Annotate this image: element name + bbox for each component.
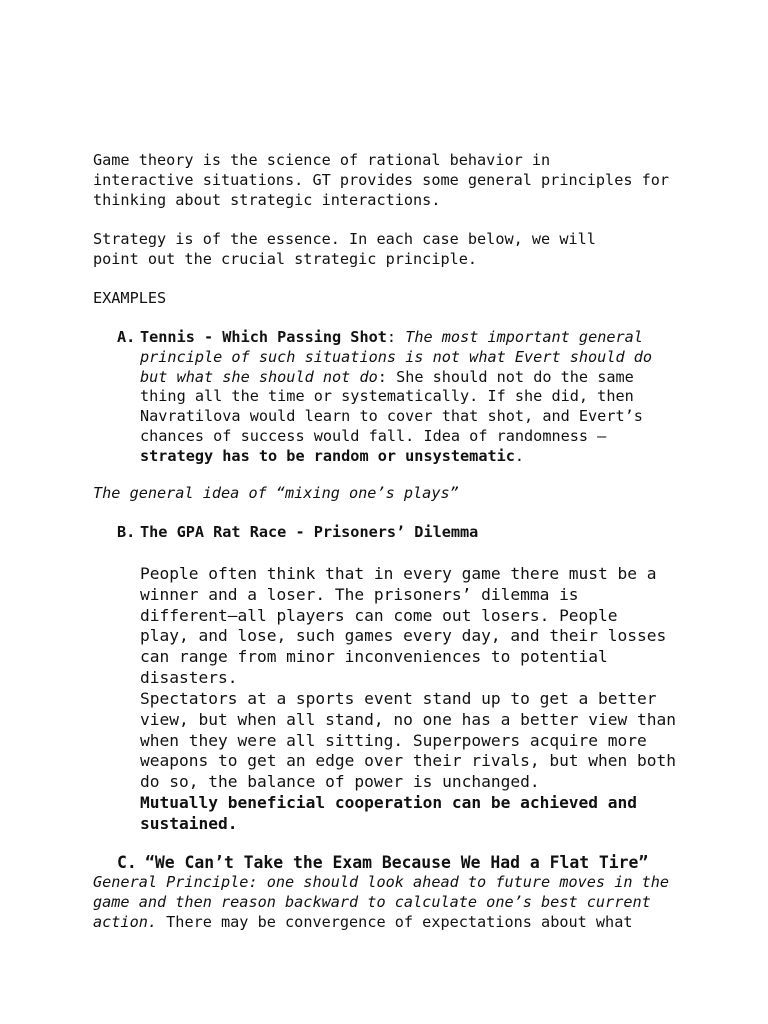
section-c-text: There may be convergence of expectations about what (157, 912, 633, 931)
section-a-line-1 (140, 328, 652, 348)
section-c-italic: game and then reason backward to calculate one’s best current (93, 892, 651, 911)
section-b-line: view, but when all stand, no one has a better view than (140, 709, 677, 729)
section-a-line-7 (140, 447, 652, 467)
section-a-colon: : (377, 367, 387, 386)
section-b-line: can range from minor inconveniences to potential (140, 647, 608, 667)
section-b-paragraph-1 (140, 564, 666, 689)
section-b-paragraph-2 (140, 689, 676, 793)
strategy-line: point out the crucial strategic principle. (93, 249, 478, 268)
section-b-line: do so, the balance of power is unchanged. (140, 772, 540, 792)
section-b-bold-line: sustained. (140, 813, 238, 833)
intro-line: interactive situations. GT provides some general principles for (93, 170, 670, 189)
section-b-line: disasters. (140, 667, 238, 687)
section-c-italic: action. (93, 912, 158, 931)
section-a-text: She should not do the same (396, 367, 634, 386)
section-b-line: winner and a loser. The prisoners’ dilemma is (140, 584, 579, 604)
section-a-bold-end: strategy has to be random or unsystematic (140, 446, 515, 465)
section-a-text: thing all the time or systematically. If she did, then (140, 387, 634, 406)
section-c-marker: C. (117, 853, 137, 872)
section-b-line: different—all players can come out losers. People (140, 605, 618, 625)
section-a-italic: principle of such situations is not what Evert should do (140, 347, 653, 366)
section-a-italic: The most important general (405, 328, 643, 346)
section-b-line: play, and lose, such games every day, and their losses (140, 626, 667, 646)
intro-paragraph (93, 151, 669, 210)
section-a-colon: : (386, 328, 397, 346)
section-c-body (93, 873, 669, 932)
section-c-line-3 (93, 913, 669, 933)
intro-line: Game theory is the science of rational behavior in (93, 151, 551, 169)
section-a-marker: A. (117, 328, 136, 346)
section-a-period: . (514, 446, 525, 465)
strategy-line: Strategy is of the essence. In each case below, we will (93, 230, 596, 248)
strategy-paragraph (93, 230, 596, 270)
section-b-marker: B. (117, 523, 136, 541)
section-a-text: Navratilova would learn to cover that shot, and Evert’s (140, 407, 643, 426)
section-b-line: weapons to get an edge over their rivals, but when both (140, 751, 677, 771)
section-a-italic: but what she should not do (140, 367, 378, 386)
section-a-title: Tennis - Which Passing Shot (140, 328, 387, 346)
intro-line: thinking about strategic interactions. (93, 190, 441, 209)
section-c-title: “We Can’t Take the Exam Because We Had a Flat Tire” (145, 853, 649, 872)
section-a-text: chances of success would fall. Idea of randomness – (140, 426, 607, 445)
section-c-italic: General Principle: one should look ahead to future moves in the (93, 873, 670, 891)
examples-heading: EXAMPLES (93, 289, 167, 307)
section-a-line-3 (140, 368, 652, 388)
section-b-line: People often think that in every game there must be a (140, 564, 657, 583)
section-b-conclusion (140, 793, 637, 835)
section-b-line: Spectators at a sports event stand up to get a better (140, 689, 657, 708)
mixing-note: The general idea of “mixing one’s plays” (93, 484, 459, 502)
section-b-title: The GPA Rat Race - Prisoners’ Dilemma (140, 523, 479, 541)
section-b-bold-line: Mutually beneficial cooperation can be achieved and (140, 793, 638, 812)
section-a-body (140, 328, 652, 467)
section-b-line: when they were all sitting. Superpowers acquire more (140, 730, 647, 750)
